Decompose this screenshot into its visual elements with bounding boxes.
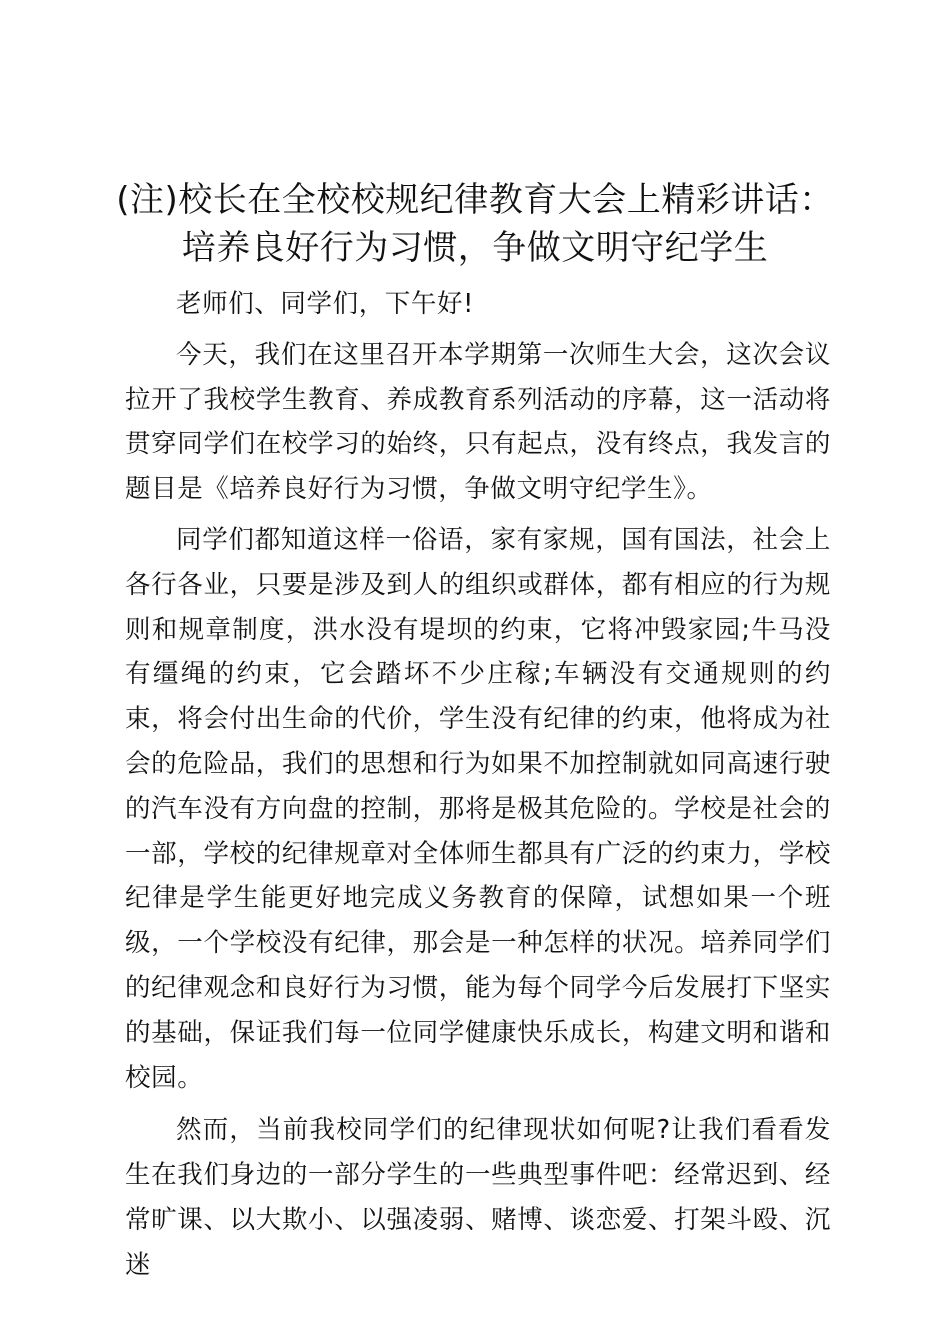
- greeting-paragraph: 老师们、同学们，下午好!: [176, 289, 474, 319]
- body-paragraph-2: 同学们都知道这样一俗语，家有家规，国有国法，社会上各行各业，只要是涉及到人的组织或群体，都有相应的行为规则和规章制度，洪水没有堤坝的约束，它将冲毁家园;牛马没有缰绳的约束，它会踏坏不少庄稼;车辆没有交通规则的约束，将会付出生命的代价，学生没有纪律的约束，他将成为社会的危险品，我们的思想和行为如果不加控制就如同高速行驶的汽车没有方向盘的控制，那将是极其危险的。学校是社会的一部，学校的纪律规章对全体师生都具有广泛的约束力，学校纪律是学生能更好地完成义务教育的保障，试想如果一个班级，一个学校没有纪律，那会是一种怎样的状况。培养同学们的纪律观念和良好行为习惯，能为每个同学今后发展打下坚实的基础，保证我们每一位同学健康快乐成长，构建文明和谐和校园。: [125, 524, 831, 1093]
- document-title: [100, 176, 850, 272]
- document-body: [125, 282, 831, 1288]
- title-line-2: 培养良好行为习惯，争做文明守纪学生: [181, 228, 769, 268]
- body-paragraph-3: 然而，当前我校同学们的纪律现状如何呢?让我们看看发生在我们身边的一部分学生的一些典型事件吧：经常迟到、经常旷课、以大欺小、以强凌弱、赌博、谈恋爱、打架斗殴、沉迷: [125, 1115, 831, 1280]
- body-paragraph-1: 今天，我们在这里召开本学期第一次师生大会，这次会议拉开了我校学生教育、养成教育系列活动的序幕，这一活动将贯穿同学们在校学习的始终，只有起点，没有终点，我发言的题目是《培养良好行为习惯，争做文明守纪学生》。: [125, 339, 831, 505]
- title-line-1: (注)校长在全校校规纪律教育大会上精彩讲话：: [116, 180, 834, 220]
